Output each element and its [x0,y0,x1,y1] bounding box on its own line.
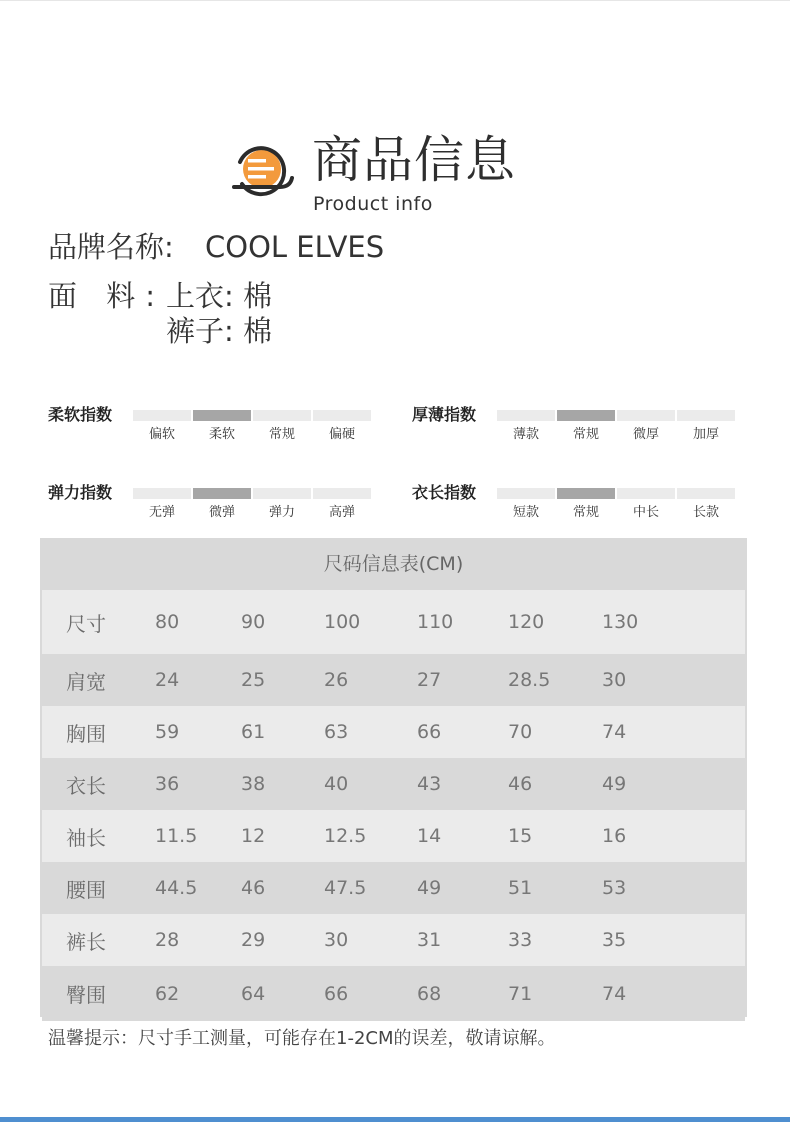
table-cell: 64 [241,982,266,1005]
row-label: 腰围 [66,877,106,902]
index-scale-labels [497,426,735,444]
table-cell: 31 [417,929,442,951]
index-scale [412,404,772,454]
document-circle-icon [228,140,296,204]
table-cell: 100 [324,611,361,633]
page-subtitle: Product info [313,193,433,215]
size-table-body [42,590,745,1021]
scale-segment [313,410,371,421]
table-cell: 74 [602,982,627,1005]
table-cell: 90 [241,611,266,633]
table-cell: 43 [417,773,442,795]
index-scale-bar [133,410,371,421]
table-cell: 30 [602,669,627,691]
index-scale-bar [497,488,735,499]
table-cell: 66 [417,721,442,743]
scale-option-label: 中长 [632,505,659,520]
scale-segment [253,488,311,499]
index-scale-labels [133,426,371,444]
table-cell: 70 [508,721,533,743]
scale-option-label: 薄款 [512,427,539,442]
table-cell: 28 [155,929,180,951]
index-scale-labels [497,504,735,522]
brand-label: 品牌名称: [48,230,174,264]
table-cell: 38 [241,773,266,795]
scale-option-label: 常规 [572,505,599,520]
table-row [42,706,745,758]
bottom-divider [0,1117,790,1122]
table-cell: 24 [155,669,180,691]
table-cell: 30 [324,929,349,951]
scale-option-label: 微厚 [632,427,659,442]
table-cell: 16 [602,825,627,847]
top-divider [0,0,790,1]
scale-segment [677,488,735,499]
brand-value: COOL ELVES [205,230,385,264]
scale-segment [133,410,191,421]
index-scale-title: 衣长指数 [412,483,477,502]
table-cell: 40 [324,773,349,795]
table-cell: 68 [417,982,442,1005]
scale-option-label: 短款 [512,505,539,520]
table-cell: 120 [508,611,545,633]
table-cell: 14 [417,825,442,847]
page-title: 商品信息 [312,131,516,189]
index-scale-labels [133,504,371,522]
scale-option-label: 无弹 [148,505,175,520]
scale-segment [677,410,735,421]
scale-option-label: 偏软 [148,427,175,442]
row-label: 肩宽 [66,669,106,694]
index-scale-title: 厚薄指数 [412,405,477,424]
scale-segment [617,410,675,421]
scale-segment [253,410,311,421]
table-cell: 11.5 [155,825,198,847]
table-cell: 47.5 [324,877,367,899]
scale-option-label: 高弹 [328,505,355,520]
table-cell: 12.5 [324,825,367,847]
row-label: 胸围 [66,721,106,746]
row-label: 裤长 [66,929,106,954]
scale-segment [497,410,555,421]
table-cell: 26 [324,669,349,691]
table-cell: 29 [241,929,266,951]
table-cell: 80 [155,611,180,633]
table-cell: 25 [241,669,266,691]
table-row [42,654,745,706]
material-label: 面 料: [48,279,165,313]
index-scale-bar [133,488,371,499]
index-scale-title: 弹力指数 [48,483,113,502]
scale-option-label: 加厚 [692,427,719,442]
row-label: 衣长 [66,773,106,798]
index-scale [48,482,408,532]
table-cell: 51 [508,877,533,899]
index-scale [48,404,408,454]
table-cell: 36 [155,773,180,795]
table-cell: 35 [602,929,627,951]
scale-segment [313,488,371,499]
table-cell: 62 [155,982,180,1005]
table-cell: 15 [508,825,533,847]
index-scale [412,482,772,532]
scale-segment-selected [193,488,251,499]
material-top-value: 上衣: 棉 [166,279,272,313]
scale-option-label: 弹力 [268,505,295,520]
table-cell: 49 [602,773,627,795]
row-label: 尺寸 [66,611,106,636]
table-cell: 110 [417,611,454,633]
scale-option-label: 柔软 [208,427,235,442]
row-label: 臀围 [66,983,106,1007]
scale-segment [617,488,675,499]
table-cell: 28.5 [508,669,551,691]
table-cell: 63 [324,721,349,743]
table-cell: 53 [602,877,627,899]
table-cell: 33 [508,929,533,951]
table-cell: 74 [602,721,627,743]
table-cell: 46 [241,877,266,899]
table-cell: 27 [417,669,442,691]
scale-segment-selected [193,410,251,421]
scale-segment [133,488,191,499]
scale-option-label: 微弹 [208,505,235,520]
scale-option-label: 长款 [692,505,719,520]
size-table [40,538,747,1017]
scale-segment [497,488,555,499]
table-row [42,862,745,914]
table-cell: 46 [508,773,533,795]
scale-option-label: 偏硬 [328,427,355,442]
index-scale-title: 柔软指数 [48,405,113,424]
table-cell: 44.5 [155,877,198,899]
table-cell: 59 [155,721,180,743]
row-label: 袖长 [66,825,106,850]
scale-option-label: 常规 [268,427,295,442]
table-row [42,914,745,966]
size-table-title: 尺码信息表(CM) [323,553,464,575]
scale-option-label: 常规 [572,427,599,442]
table-cell: 71 [508,982,533,1005]
table-cell: 12 [241,825,266,847]
table-row [42,590,745,654]
scale-segment-selected [557,410,615,421]
table-cell: 49 [417,877,442,899]
table-row [42,758,745,810]
table-row [42,810,745,862]
table-cell: 130 [602,611,639,633]
measurement-note: 温馨提示：尺寸手工测量，可能存在1-2CM的误差，敬请谅解。 [48,1028,556,1049]
material-pants-value: 裤子: 棉 [166,314,272,348]
scale-segment-selected [557,488,615,499]
table-cell: 66 [324,982,349,1005]
table-row [42,966,745,1021]
index-scale-bar [497,410,735,421]
table-cell: 61 [241,721,266,743]
